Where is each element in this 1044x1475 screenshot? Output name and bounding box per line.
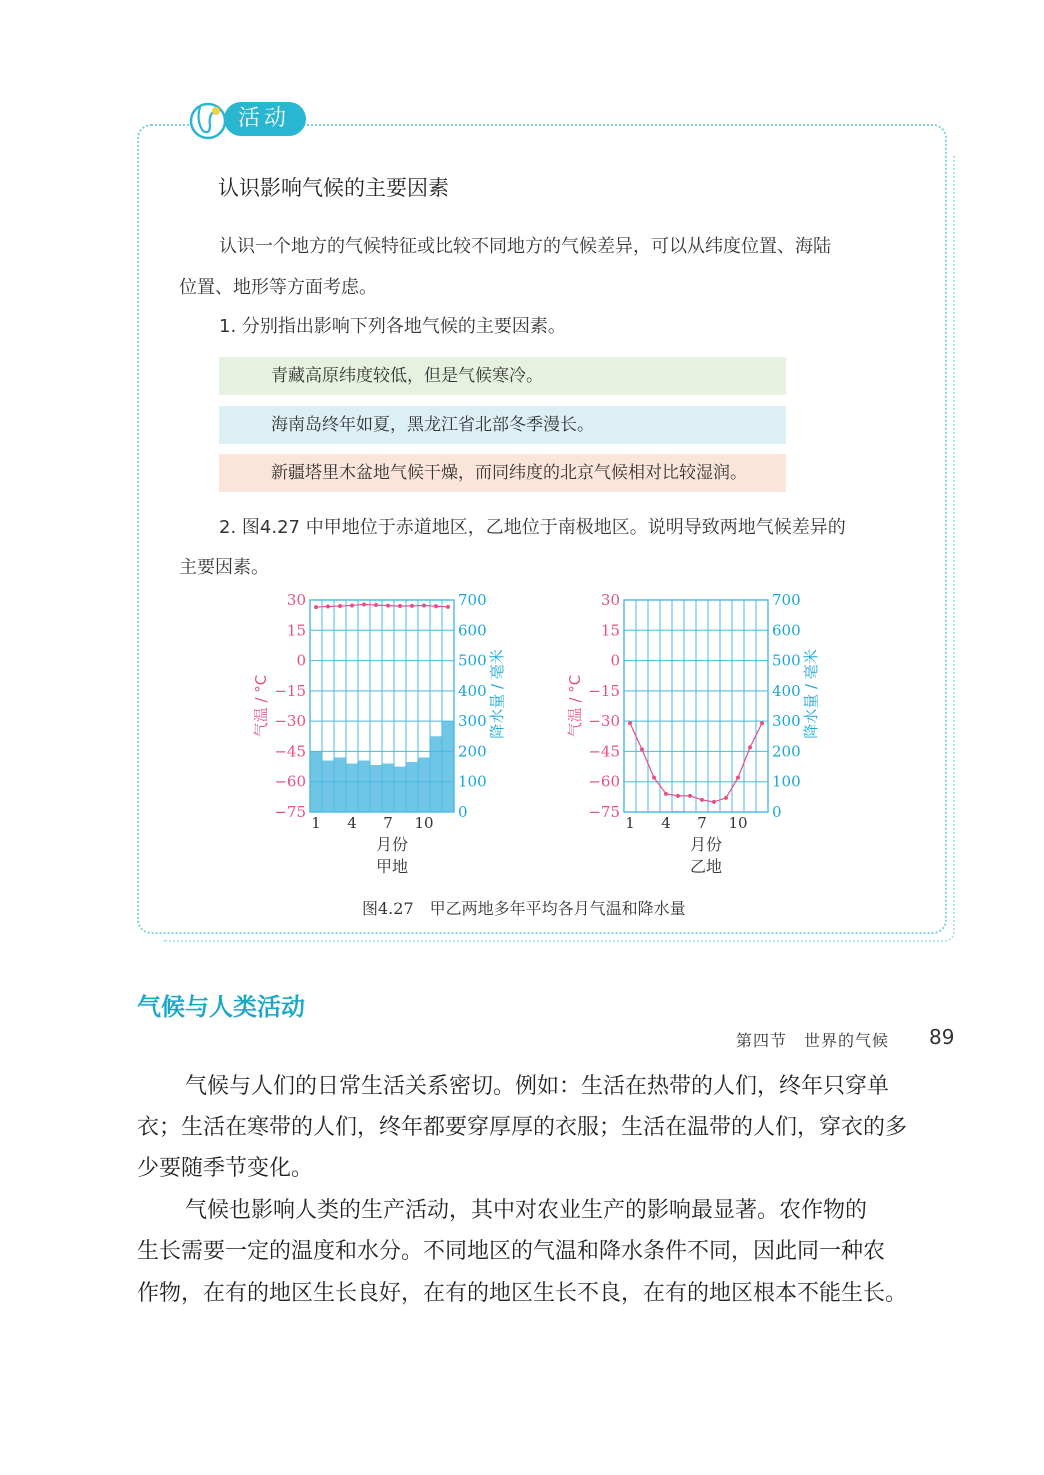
temperature-point — [374, 603, 378, 607]
activity-title: 认识影响气候的主要因素 — [218, 176, 449, 200]
factor-band-tibet: 青藏高原纬度较低，但是气候寒冷。 — [219, 357, 786, 395]
temperature-point — [350, 603, 354, 607]
body-p2-line-3: 作物，在有的地区生长良好，在有的地区生长不良，在有的地区根本不能生长。 — [137, 1281, 908, 1306]
precip-tick-label: 700 — [772, 591, 801, 609]
temp-tick-label: −60 — [588, 772, 620, 791]
temperature-point — [664, 792, 668, 796]
precip-tick-label: 500 — [458, 651, 487, 670]
month-tick-label: 10 — [728, 814, 748, 832]
precip-tick-label: 300 — [458, 712, 487, 731]
temp-tick-label: 30 — [286, 591, 306, 609]
precip-tick-label: 200 — [772, 742, 801, 761]
month-axis-label: 月份 — [375, 835, 409, 854]
intro-line-2: 位置、地形等方面考虑。 — [179, 277, 377, 298]
precip-tick-label: 0 — [772, 803, 782, 821]
temperature-point — [748, 745, 752, 749]
temperature-point — [688, 794, 692, 798]
temp-tick-label: −30 — [588, 712, 620, 731]
body-p2-line-1: 气候也影响人类的生产活动，其中对农业生产的影响最显著。农作物的 — [185, 1198, 868, 1223]
precip-bar — [370, 765, 382, 812]
question-1: 1. 分别指出影响下列各地气候的主要因素。 — [219, 316, 566, 337]
chart-title: 乙地 — [689, 857, 723, 876]
precip-tick-label: 100 — [772, 772, 801, 791]
activity-badge-label: 活动 — [224, 102, 306, 136]
temp-axis-label: 气温 / °C — [252, 674, 270, 738]
temperature-point — [676, 794, 680, 798]
temp-tick-label: −45 — [588, 742, 620, 761]
factor-band-hainan: 海南岛终年如夏，黑龙江省北部冬季漫长。 — [219, 406, 786, 444]
precip-tick-label: 300 — [772, 712, 801, 731]
month-tick-label: 10 — [414, 814, 434, 832]
temp-tick-label: 30 — [600, 591, 620, 609]
precip-tick-label: 400 — [458, 681, 487, 700]
figure-caption: 图4.27 甲乙两地多年平均各月气温和降水量 — [362, 899, 686, 918]
temperature-point — [422, 603, 426, 607]
precip-bar — [382, 764, 394, 812]
temp-tick-label: −30 — [274, 712, 306, 731]
precip-bar — [394, 767, 406, 812]
precip-axis-label: 降水量 / 毫米 — [488, 649, 506, 739]
precip-tick-label: 0 — [458, 803, 468, 821]
activity-badge — [186, 96, 306, 142]
temperature-point — [314, 605, 318, 609]
precip-tick-label: 500 — [772, 651, 801, 670]
intro-line-1: 认识一个地方的气候特征或比较不同地方的气候差异，可以从纬度位置、海陆 — [219, 236, 831, 257]
temp-tick-label: −15 — [274, 681, 306, 700]
temperature-point — [398, 604, 402, 608]
temp-axis-label: 气温 / °C — [566, 674, 584, 738]
precip-bar — [406, 762, 418, 812]
precip-tick-label: 200 — [458, 742, 487, 761]
question-2-line-1: 2. 图4.27 中甲地位于赤道地区，乙地位于南极地区。说明导致两地气候差异的 — [219, 517, 846, 538]
temperature-point — [652, 776, 656, 780]
temp-tick-label: 0 — [610, 651, 620, 670]
body-p1-line-3: 少要随季节变化。 — [137, 1156, 314, 1181]
precip-bar — [322, 761, 334, 812]
temperature-point — [736, 776, 740, 780]
temperature-point — [326, 604, 330, 608]
precip-axis-label: 降水量 / 毫米 — [802, 649, 820, 739]
temp-tick-label: −45 — [274, 742, 306, 761]
month-tick-label: 7 — [383, 814, 393, 832]
temp-tick-label: −75 — [274, 803, 306, 821]
body-p1-line-1: 气候与人们的日常生活关系密切。例如：生活在热带的人们，终年只穿单 — [185, 1074, 890, 1099]
temp-tick-label: −75 — [588, 803, 620, 821]
precip-tick-label: 600 — [458, 621, 487, 640]
temperature-point — [760, 721, 764, 725]
page-number: 89 — [929, 1025, 955, 1049]
temp-tick-label: 15 — [600, 621, 620, 640]
climate-chart-jia — [242, 588, 542, 878]
factor-band-xinjiang: 新疆塔里木盆地气候干燥，而同纬度的北京气候相对比较湿润。 — [219, 454, 786, 492]
temperature-point — [640, 747, 644, 751]
precip-tick-label: 600 — [772, 621, 801, 640]
temperature-point — [700, 798, 704, 802]
precip-bar — [430, 736, 442, 812]
footer-section: 第四节 世界的气候 — [736, 1031, 890, 1050]
precip-bar — [346, 764, 358, 812]
precip-tick-label: 100 — [458, 772, 487, 791]
precip-bar — [334, 757, 346, 812]
temperature-point — [338, 604, 342, 608]
precip-bar — [418, 757, 430, 812]
temperature-point — [724, 796, 728, 800]
precip-tick-label: 400 — [772, 681, 801, 700]
precip-tick-label: 700 — [458, 591, 487, 609]
temperature-point — [434, 604, 438, 608]
precip-bar — [358, 761, 370, 812]
temp-tick-label: −60 — [274, 772, 306, 791]
month-axis-label: 月份 — [689, 835, 723, 854]
temperature-point — [410, 604, 414, 608]
temp-tick-label: 0 — [296, 651, 306, 670]
question-2-line-2: 主要因素。 — [179, 557, 269, 578]
temperature-point — [386, 604, 390, 608]
chart-title: 甲地 — [375, 857, 409, 876]
month-tick-label: 1 — [311, 814, 321, 832]
temperature-point — [628, 721, 632, 725]
body-p2-line-2: 生长需要一定的温度和水分。不同地区的气温和降水条件不同，因此同一种农 — [137, 1239, 886, 1264]
precip-bar — [442, 721, 454, 812]
temperature-point — [362, 602, 366, 606]
body-p1-line-2: 衣；生活在寒带的人们，终年都要穿厚厚的衣服；生活在温带的人们，穿衣的多 — [137, 1115, 908, 1140]
month-tick-label: 4 — [661, 814, 671, 832]
temperature-point — [446, 605, 450, 609]
temp-tick-label: 15 — [286, 621, 306, 640]
month-tick-label: 4 — [347, 814, 357, 832]
temp-tick-label: −15 — [588, 681, 620, 700]
temperature-point — [712, 800, 716, 804]
month-tick-label: 1 — [625, 814, 635, 832]
section-title: 气候与人类活动 — [137, 993, 305, 1021]
climate-chart-yi — [556, 588, 856, 878]
month-tick-label: 7 — [697, 814, 707, 832]
